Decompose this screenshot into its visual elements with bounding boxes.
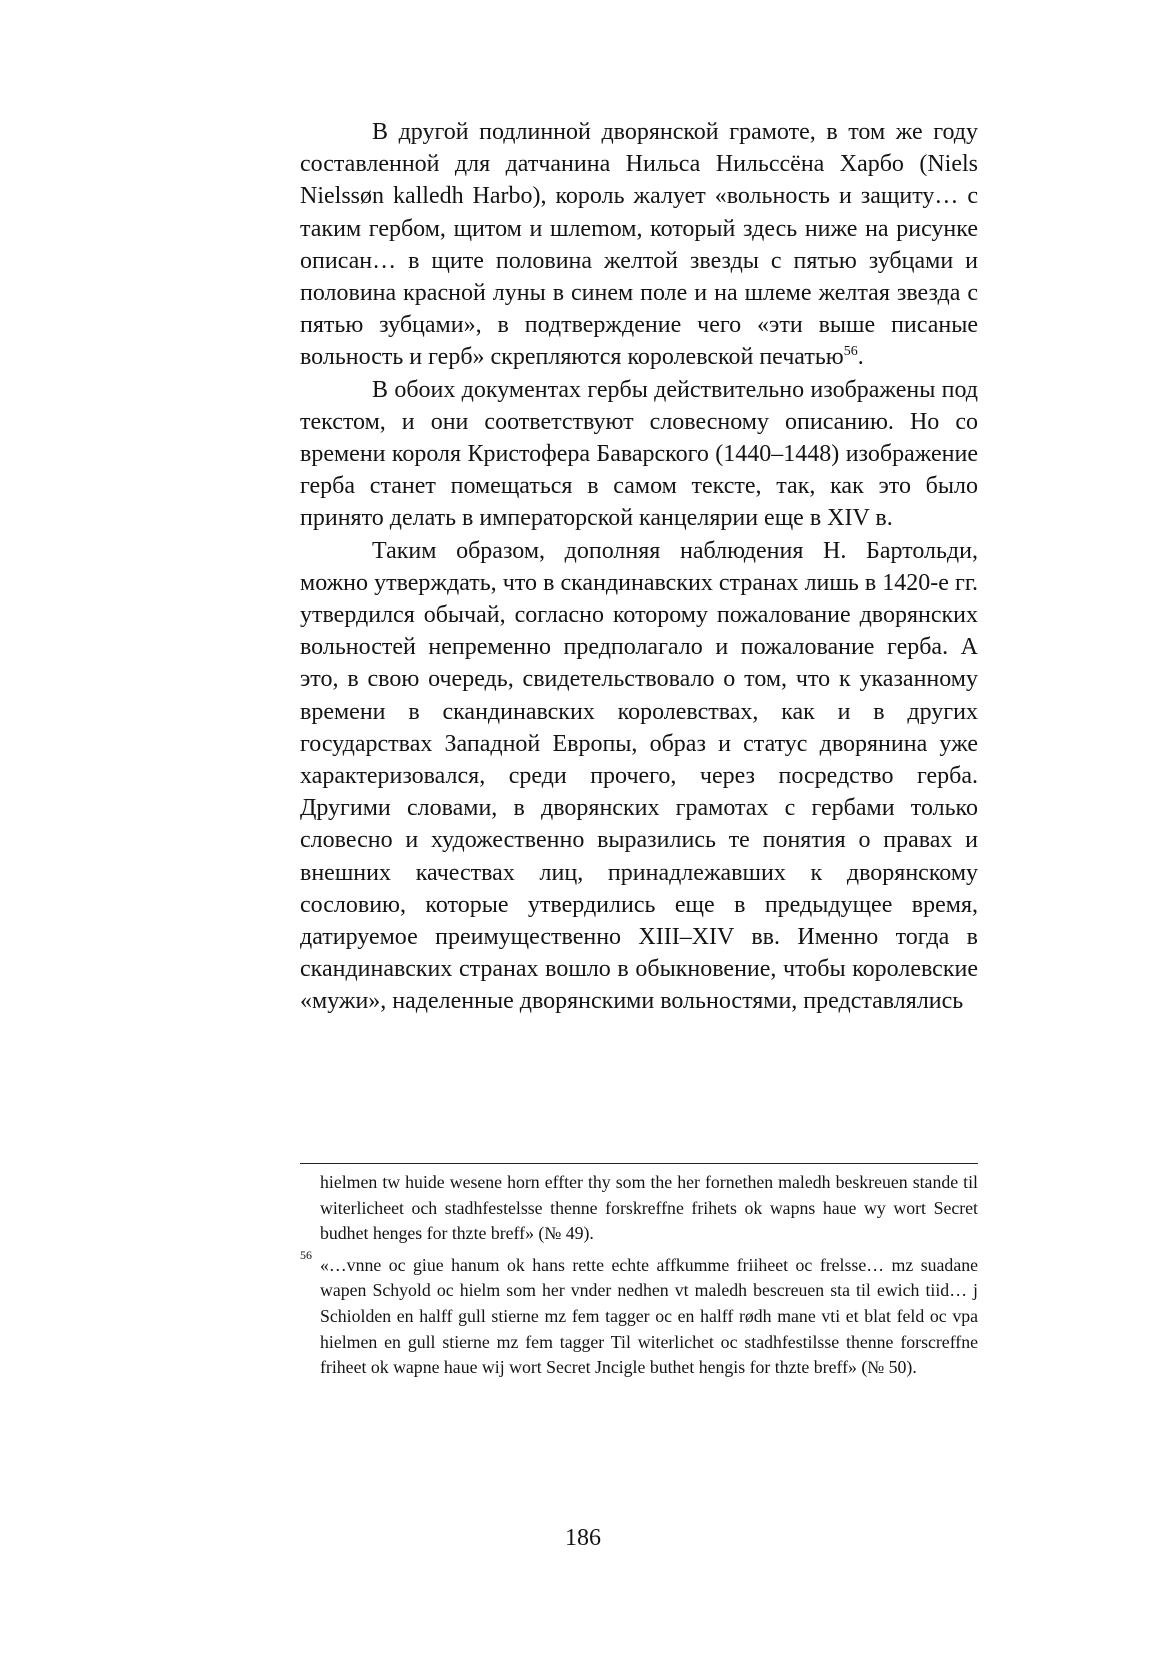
page-number: 186 xyxy=(565,1525,601,1551)
paragraph-1 xyxy=(300,116,978,374)
footnote-separator xyxy=(300,1163,978,1164)
paragraph-1-text: В другой подлинной дворянской грамоте, в том же году составленной для датчанина Нильса Нильссёна Харбо (Niels Nielssøn kalledh Harbo), король жалует «вольность и защиту… с таким гербом, щитом и шлеmом, который здесь ниже на рисунке описан… в щите половина желтой звезды с пятью зубцами и половина красной луны в синем поле и на шлеме желтая звезда с пятью зубцами», в подтверждение чего «эти выше писаные вольность и герб» скрепляются королевской печатью xyxy=(300,119,978,371)
footnotes xyxy=(300,1170,978,1387)
footnote-text: «…vnne oc giue hanum ok hans rette echte affkumme friiheet oc frelsse… mz suadane wapen Schyold oc hielm som her vnder nedhen vt maledh bescreuen sta til ewich tiid… j Schiolden en halff gull stierne mz fem tagger oc en halff rødh mane vti et blat feld oc vpa hielmen en gull stierne mz fem tagger Til witerlichet oc stadhfestilsse thenne forscreffne friheet ok wapne haue wij wort Secret Jncigle buthet hengis for thzte breff» (№ 50). xyxy=(320,1254,978,1378)
footnote-56 xyxy=(300,1247,978,1381)
paragraph-3: Таким образом, дополняя наблюдения Н. Бартольди, можно утверждать, что в скандинавских странах лишь в 1420-е гг. утвердился обычай, согласно которому пожалование дворянских вольностей непременно предполагало и пожалование герба. А это, в свою очередь, свидетельствовало о том, что к указанному времени в скандинавских королевствах, как и в других государствах Западной Европы, образ и статус дворянина уже характеризовался, среди прочего, через посредство герба. Другими словами, в дворянских грамотах с гербами только словесно и художественно выразились те понятия о правах и внешних качествах лиц, принадлежавших к дворянскому сословию, которые утвердились еще в предыдущее время, датируемое преимущественно XIII–XIV вв. Именно тогда в скандинавских странах вошло в обыкновение, чтобы королевские «мужи», наделенные дворянскими вольностями, представлялись xyxy=(300,537,978,1015)
footnote-number: 56 xyxy=(300,1247,312,1262)
paragraph-2: В обоих документах гербы действительно изображены под текстом, и они соответствуют словесному описанию. Но со времени короля Кристофера Баварского (1440–1448) изображение герба станет помещаться в самом тексте, так, как это было принято делать в императорской канцелярии еще в XIV в. xyxy=(300,376,978,532)
footnote-ref-56[interactable]: 56 xyxy=(843,344,858,360)
footnote-text: hielmen tw huide wesene horn effter thy som the her fornethen maledh beskreuen stande til witerlicheet och stadhfestelsse thenne forskreffne frihets ok wapns haue wy wort Secret budhet henges for thzte breff» (№ 49). xyxy=(320,1172,978,1244)
paragraph-1-end: . xyxy=(857,344,864,371)
main-text xyxy=(300,116,978,1018)
footnote-continued xyxy=(300,1170,978,1247)
